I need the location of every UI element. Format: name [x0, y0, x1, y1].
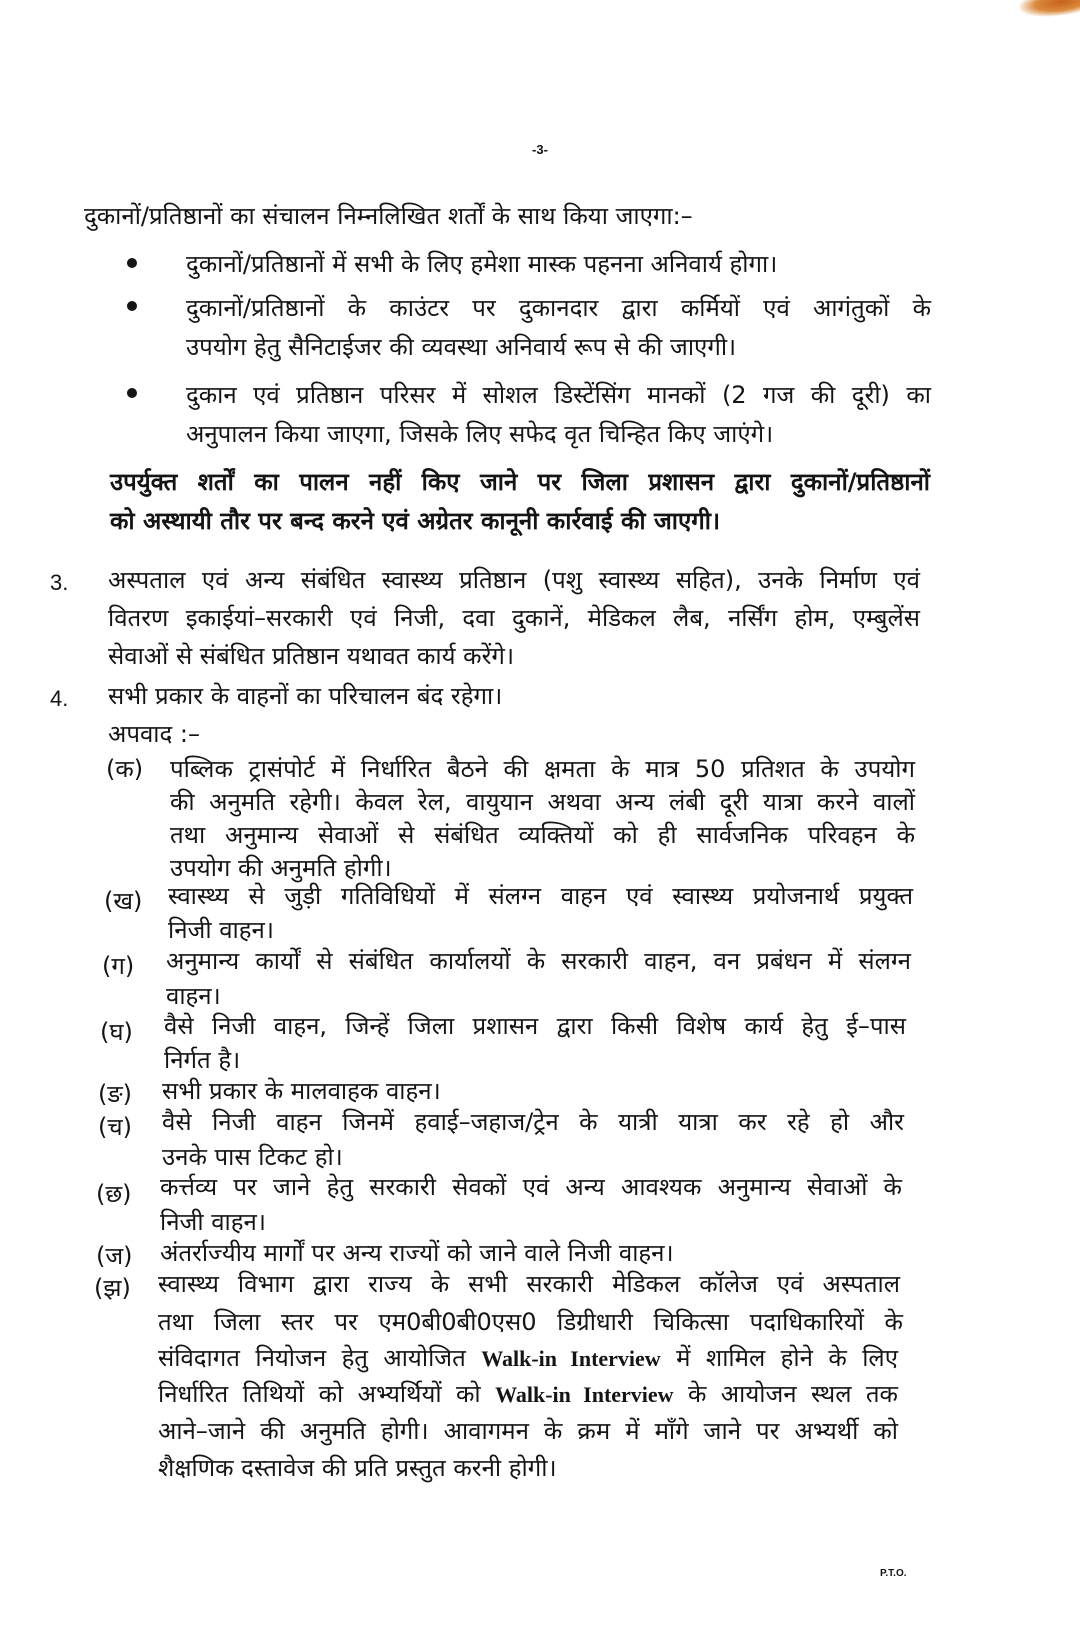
exception-cha-line-2: उनके पास टिकट हो। — [162, 1143, 343, 1171]
exception-chha-line-2: निजी वाहन। — [160, 1208, 266, 1236]
penalty-line-2: को अस्थायी तौर पर बन्द करने एवं अग्रेतर कानूनी कार्रवाई की जाएगी। — [110, 507, 721, 535]
walk-in-interview-term: Walk-in Interview — [481, 1346, 661, 1371]
item-3-line-1: अस्पताल एवं अन्य संबंधित स्वास्थ्य प्रतिष्ठान (पशु स्वास्थ्य सहित), उनके निर्माण एवं — [108, 566, 920, 594]
exception-ka-line-1: पब्लिक ट्रासंपोर्ट में निर्धारित बैठने की क्षमता के मात्र 50 प्रतिशत के उपयोग — [170, 755, 915, 783]
exception-marker: (ख) — [104, 887, 143, 915]
bullet-3-line-2: अनुपालन किया जाएगा, जिसके लिए सफेद वृत चिन्हित किए जाएंगे। — [186, 420, 774, 448]
exception-marker: (झ) — [94, 1274, 131, 1302]
exception-ja-line-1: अंतर्राज्यीय मार्गों पर अन्य राज्यों को जाने वाले निजी वाहन। — [160, 1239, 674, 1267]
corner-stain — [1019, 0, 1080, 21]
exception-jha-line-3: संविदागत नियोजन हेतु आयोजित Walk-in Interview में शामिल होने के लिए — [158, 1344, 898, 1372]
exception-kha-line-2: निजी वाहन। — [168, 916, 274, 944]
exception-marker: (च) — [98, 1113, 132, 1141]
exception-ka-line-3: तथा अनुमान्य सेवाओं से संबंधित व्यक्तियों को ही सार्वजनिक परिवहन के — [170, 821, 915, 849]
exception-jha-line-1: स्वास्थ्य विभाग द्वारा राज्य के सभी सरकारी मेडिकल कॉलेज एवं अस्पताल — [158, 1270, 900, 1298]
exception-nga-line-1: सभी प्रकार के मालवाहक वाहन। — [162, 1077, 441, 1105]
exception-jha-line-2: तथा जिला स्तर पर एम0बी0बी0एस0 डिग्रीधारी चिकित्सा पदाधिकारियों के — [158, 1308, 903, 1336]
exception-gha-line-2: निर्गत है। — [164, 1046, 241, 1074]
item-3-number: 3. — [50, 570, 69, 595]
exceptions-heading: अपवाद :– — [108, 720, 200, 748]
exception-ka-line-2: की अनुमति रहेगी। केवल रेल, वायुयान अथवा अन्य लंबी दूरी यात्रा करने वालों — [170, 788, 915, 816]
item-3-line-3: सेवाओं से संबंधित प्रतिष्ठान यथावत कार्य करेंगे। — [108, 642, 515, 670]
bullet-dot — [127, 388, 137, 398]
exception-ga-line-1: अनुमान्य कार्यों से संबंधित कार्यालयों के सरकारी वाहन, वन प्रबंधन में संलग्न — [166, 947, 911, 975]
exception-kha-line-1: स्वास्थ्य से जुड़ी गतिविधियों में संलग्न वाहन एवं स्वास्थ्य प्रयोजनार्थ प्रयुक्त — [168, 882, 913, 910]
bullet-2-line-2: उपयोग हेतु सैनिटाईजर की व्यवस्था अनिवार्य रूप से की जाएगी। — [186, 333, 737, 361]
exception-cha-line-1: वैसे निजी वाहन जिनमें हवाई–जहाज/ट्रेन के यात्री यात्रा कर रहे हो और — [162, 1108, 904, 1136]
walk-in-interview-term: Walk-in Interview — [495, 1382, 674, 1407]
exception-chha-line-1: कर्त्तव्य पर जाने हेतु सरकारी सेवकों एवं अन्य आवश्यक अनुमान्य सेवाओं के — [160, 1173, 902, 1201]
bullet-3-line-1: दुकान एवं प्रतिष्ठान परिसर में सोशल डिस्टेंसिंग मानकों (2 गज की दूरी) का — [186, 381, 931, 409]
bullet-1-line-1: दुकानों/प्रतिष्ठानों में सभी के लिए हमेशा मास्क पहनना अनिवार्य होगा। — [186, 250, 778, 278]
exception-marker: (क) — [106, 755, 144, 783]
exception-marker: (घ) — [100, 1018, 133, 1046]
item-4-number: 4. — [50, 686, 69, 711]
shops-intro: दुकानों/प्रतिष्ठानों का संचालन निम्नलिखित शर्तों के साथ किया जाएगा:– — [84, 202, 693, 230]
item-4-line-1: सभी प्रकार के वाहनों का परिचालन बंद रहेगा। — [108, 682, 503, 710]
bullet-2-line-1: दुकानों/प्रतिष्ठानों के काउंटर पर दुकानदार द्वारा कर्मियों एवं आगंतुकों के — [186, 294, 931, 322]
exception-marker: (ज) — [96, 1242, 133, 1270]
exception-jha-line-5: आने–जाने की अनुमति होगी। आवागमन के क्रम में माँगे जाने पर अभ्यर्थी को — [158, 1417, 898, 1445]
page-number: -3- — [532, 142, 548, 157]
pto-footer: P.T.O. — [880, 1568, 907, 1579]
exception-marker: (छ) — [96, 1180, 132, 1208]
item-3-line-2: वितरण इकाईयां–सरकारी एवं निजी, दवा दुकानें, मेडिकल लैब, नर्सिंग होम, एम्बुलेंस — [108, 604, 920, 632]
exception-jha-line-4: निर्धारित तिथियों को अभ्यर्थियों को Walk-in Interview के आयोजन स्थल तक — [158, 1380, 898, 1408]
bullet-dot — [127, 301, 137, 311]
exception-ka-line-4: उपयोग की अनुमति होगी। — [170, 854, 392, 882]
exception-jha-line-6: शैक्षणिक दस्तावेज की प्रति प्रस्तुत करनी होगी। — [158, 1454, 557, 1482]
exception-marker: (ग) — [102, 952, 135, 980]
exception-ga-line-2: वाहन। — [166, 982, 221, 1010]
penalty-line-1: उपर्युक्त शर्तों का पालन नहीं किए जाने पर जिला प्रशासन द्वारा दुकानों/प्रतिष्ठानों — [110, 468, 930, 496]
exception-gha-line-1: वैसे निजी वाहन, जिन्हें जिला प्रशासन द्वारा किसी विशेष कार्य हेतु ई–पास — [164, 1012, 906, 1040]
exception-marker: (ङ) — [98, 1080, 133, 1108]
bullet-dot — [127, 258, 137, 268]
